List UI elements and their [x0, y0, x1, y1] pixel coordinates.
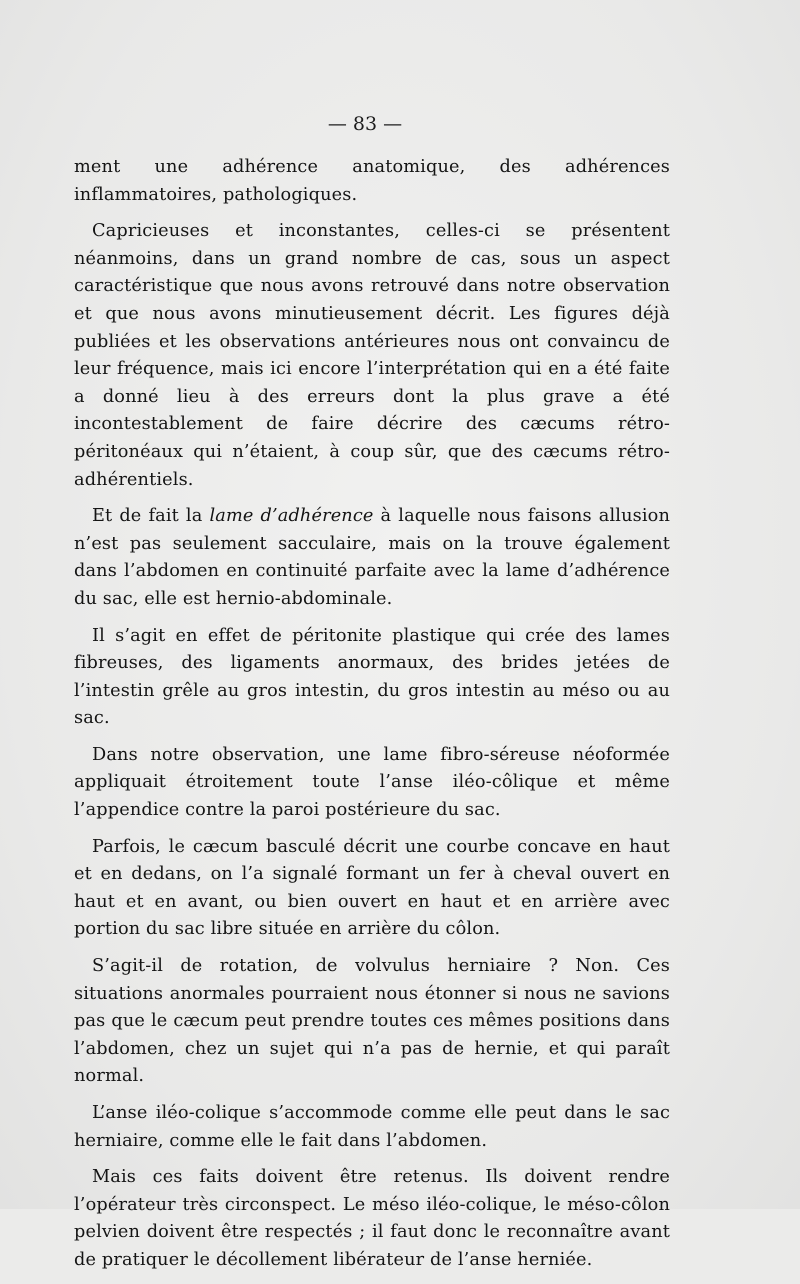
paragraph-3: [74, 503, 670, 613]
paragraph-4: Il s’agit en effet de péritonite plastique qui crée des lames fibreuses, des ligaments anormaux, des brides jetées de l’intestin grêle au gros intestin, du gros intestin au méso ou au sac.: [74, 625, 670, 729]
paragraph-5: Dans notre observation, une lame fibro-séreuse néoformée appliquait étroitement toute l’anse iléo-côlique et même l’appendice contre la paroi postérieure du sac.: [74, 744, 670, 821]
paragraph-3-lead: Et de fait la: [92, 506, 210, 527]
paragraph-7: S’agit-il de rotation, de volvulus herniaire ? Non. Ces situations anormales pourraient nous étonner si nous ne savions pas que le cæcum peut prendre toutes ces mêmes positions dans l’abdomen, chez un sujet qui n’a pas de hernie, et qui paraît normal.: [74, 956, 670, 1087]
paragraph-1: ment une adhérence anatomique, des adhérences inflammatoires, pathologiques.: [74, 157, 670, 205]
paragraph-3-rest: à laquelle nous faisons allusion n’est pas seulement sacculaire, mais on la trouve également dans l’abdomen en continuité parfaite avec la lame d’adhérence du sac, elle est hernio-abdominale.: [74, 506, 671, 609]
paragraph-9: Mais ces faits doivent être retenus. Ils doivent rendre l’opérateur très circonspect. Le méso iléo-colique, le méso-côlon pelvien doivent être respectés ; il faut donc le reconnaître avant de pratiquer le décollement libérateur de l’anse herniée.: [74, 1167, 670, 1270]
emphasis-lame-adherence: lame d’adhérence: [209, 506, 374, 527]
page-number: — 83 —: [327, 113, 403, 135]
paragraph-8: L’anse iléo-colique s’accommode comme elle peut dans le sac herniaire, comme elle le fait dans l’abdomen.: [74, 1103, 670, 1151]
body-text: [74, 154, 670, 1284]
paragraph-2: Capricieuses et inconstantes, celles-ci se présentent néanmoins, dans un grand nombre de cas, sous un aspect caractéristique que nous avons retrouvé dans notre observation et que nous avons minutieusement décrit. Les figures déjà publiées et les observations antérieures nous ont convaincu de leur fréquence, mais ici encore l’interprétation qui en a été faite a donné lieu à des erreurs dont la plus grave a été incontestablement de faire décrire des cæcums rétro-péritonéaux qui n’étaient, à coup sûr, que des cæcums rétro-adhérentiels.: [74, 221, 670, 490]
paragraph-6: Parfois, le cæcum basculé décrit une courbe concave en haut et en dedans, on l’a signalé formant un fer à cheval ouvert en haut et en avant, ou bien ouvert en haut et en arrière avec portion du sac libre située en arrière du côlon.: [74, 836, 670, 940]
